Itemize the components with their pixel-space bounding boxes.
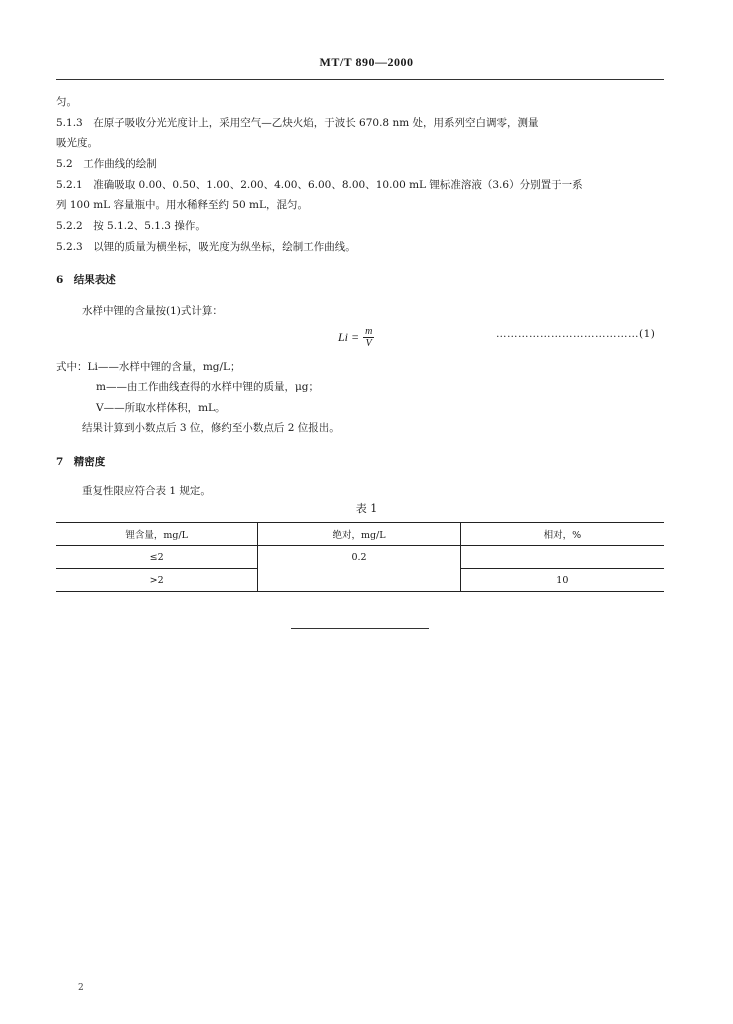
- header-lithium-content: 锂含量，mg/L: [56, 523, 258, 546]
- page-number: 2: [78, 983, 84, 993]
- table-caption: 表 1: [355, 502, 378, 515]
- text-line: 5.2.1 准确吸取 0.00、0.50、1.00、2.00、4.00、6.00、8.00、10.00 mL 锂标准溶液（3.6）分别置于一系: [56, 179, 583, 191]
- var-v: V——所取水样体积，mL。: [96, 402, 226, 414]
- table-cell: ≤2: [56, 546, 258, 569]
- section-6-intro: 水样中锂的含量按(1)式计算：: [82, 305, 223, 317]
- formula-numerator: m: [365, 326, 373, 337]
- section-heading: 5.2 工作曲线的绘制: [56, 158, 157, 170]
- text-line: 5.2.2 按 5.1.2、5.1.3 操作。: [56, 220, 206, 232]
- where-label: 式中：: [56, 361, 88, 373]
- section-7-intro: 重复性限应符合表 1 规定。: [82, 485, 211, 497]
- formula-lhs: Li =: [338, 330, 360, 344]
- end-rule: [291, 628, 429, 629]
- text-line: 列 100 mL 容量瓶中。用水稀释至约 50 mL，混匀。: [56, 199, 308, 211]
- section-6-heading: 6 结果表述: [56, 274, 116, 286]
- header-rule: [56, 79, 664, 80]
- page-header: MT/T 890—2000: [319, 55, 414, 69]
- var-li: Li——水样中锂的含量，mg/L；: [87, 361, 241, 373]
- table-cell: 0.2: [258, 546, 460, 569]
- where-line: [56, 360, 241, 374]
- formula: [338, 326, 374, 349]
- text-line: 吸光度。: [56, 137, 98, 149]
- formula-denominator: V: [365, 338, 372, 349]
- header-absolute: 绝对，mg/L: [258, 523, 460, 546]
- table-row: [56, 546, 664, 569]
- table-cell: [258, 569, 460, 592]
- table-cell: >2: [56, 569, 258, 592]
- section-7-heading: 7 精密度: [56, 456, 106, 468]
- table-cell: [460, 546, 664, 569]
- formula-fraction: [363, 326, 374, 349]
- precision-table: [56, 522, 664, 592]
- var-m: m——由工作曲线查得的水样中锂的质量，μg；: [96, 381, 320, 393]
- table-header-row: [56, 523, 664, 546]
- table-cell: 10: [556, 574, 569, 586]
- text-line: 5.1.3 在原子吸收分光光度计上，采用空气—乙炔火焰，于波长 670.8 nm 处，用系列空白调零，测量: [56, 117, 539, 129]
- equation-number: …………………………………(1): [496, 328, 656, 340]
- result-note: 结果计算到小数点后 3 位，修约至小数点后 2 位报出。: [82, 422, 340, 434]
- text-line: 匀。: [56, 96, 77, 108]
- header-relative: 相对，%: [543, 530, 582, 541]
- text-line: 5.2.3 以锂的质量为横坐标，吸光度为纵坐标，绘制工作曲线。: [56, 241, 356, 253]
- table-row: [56, 569, 664, 592]
